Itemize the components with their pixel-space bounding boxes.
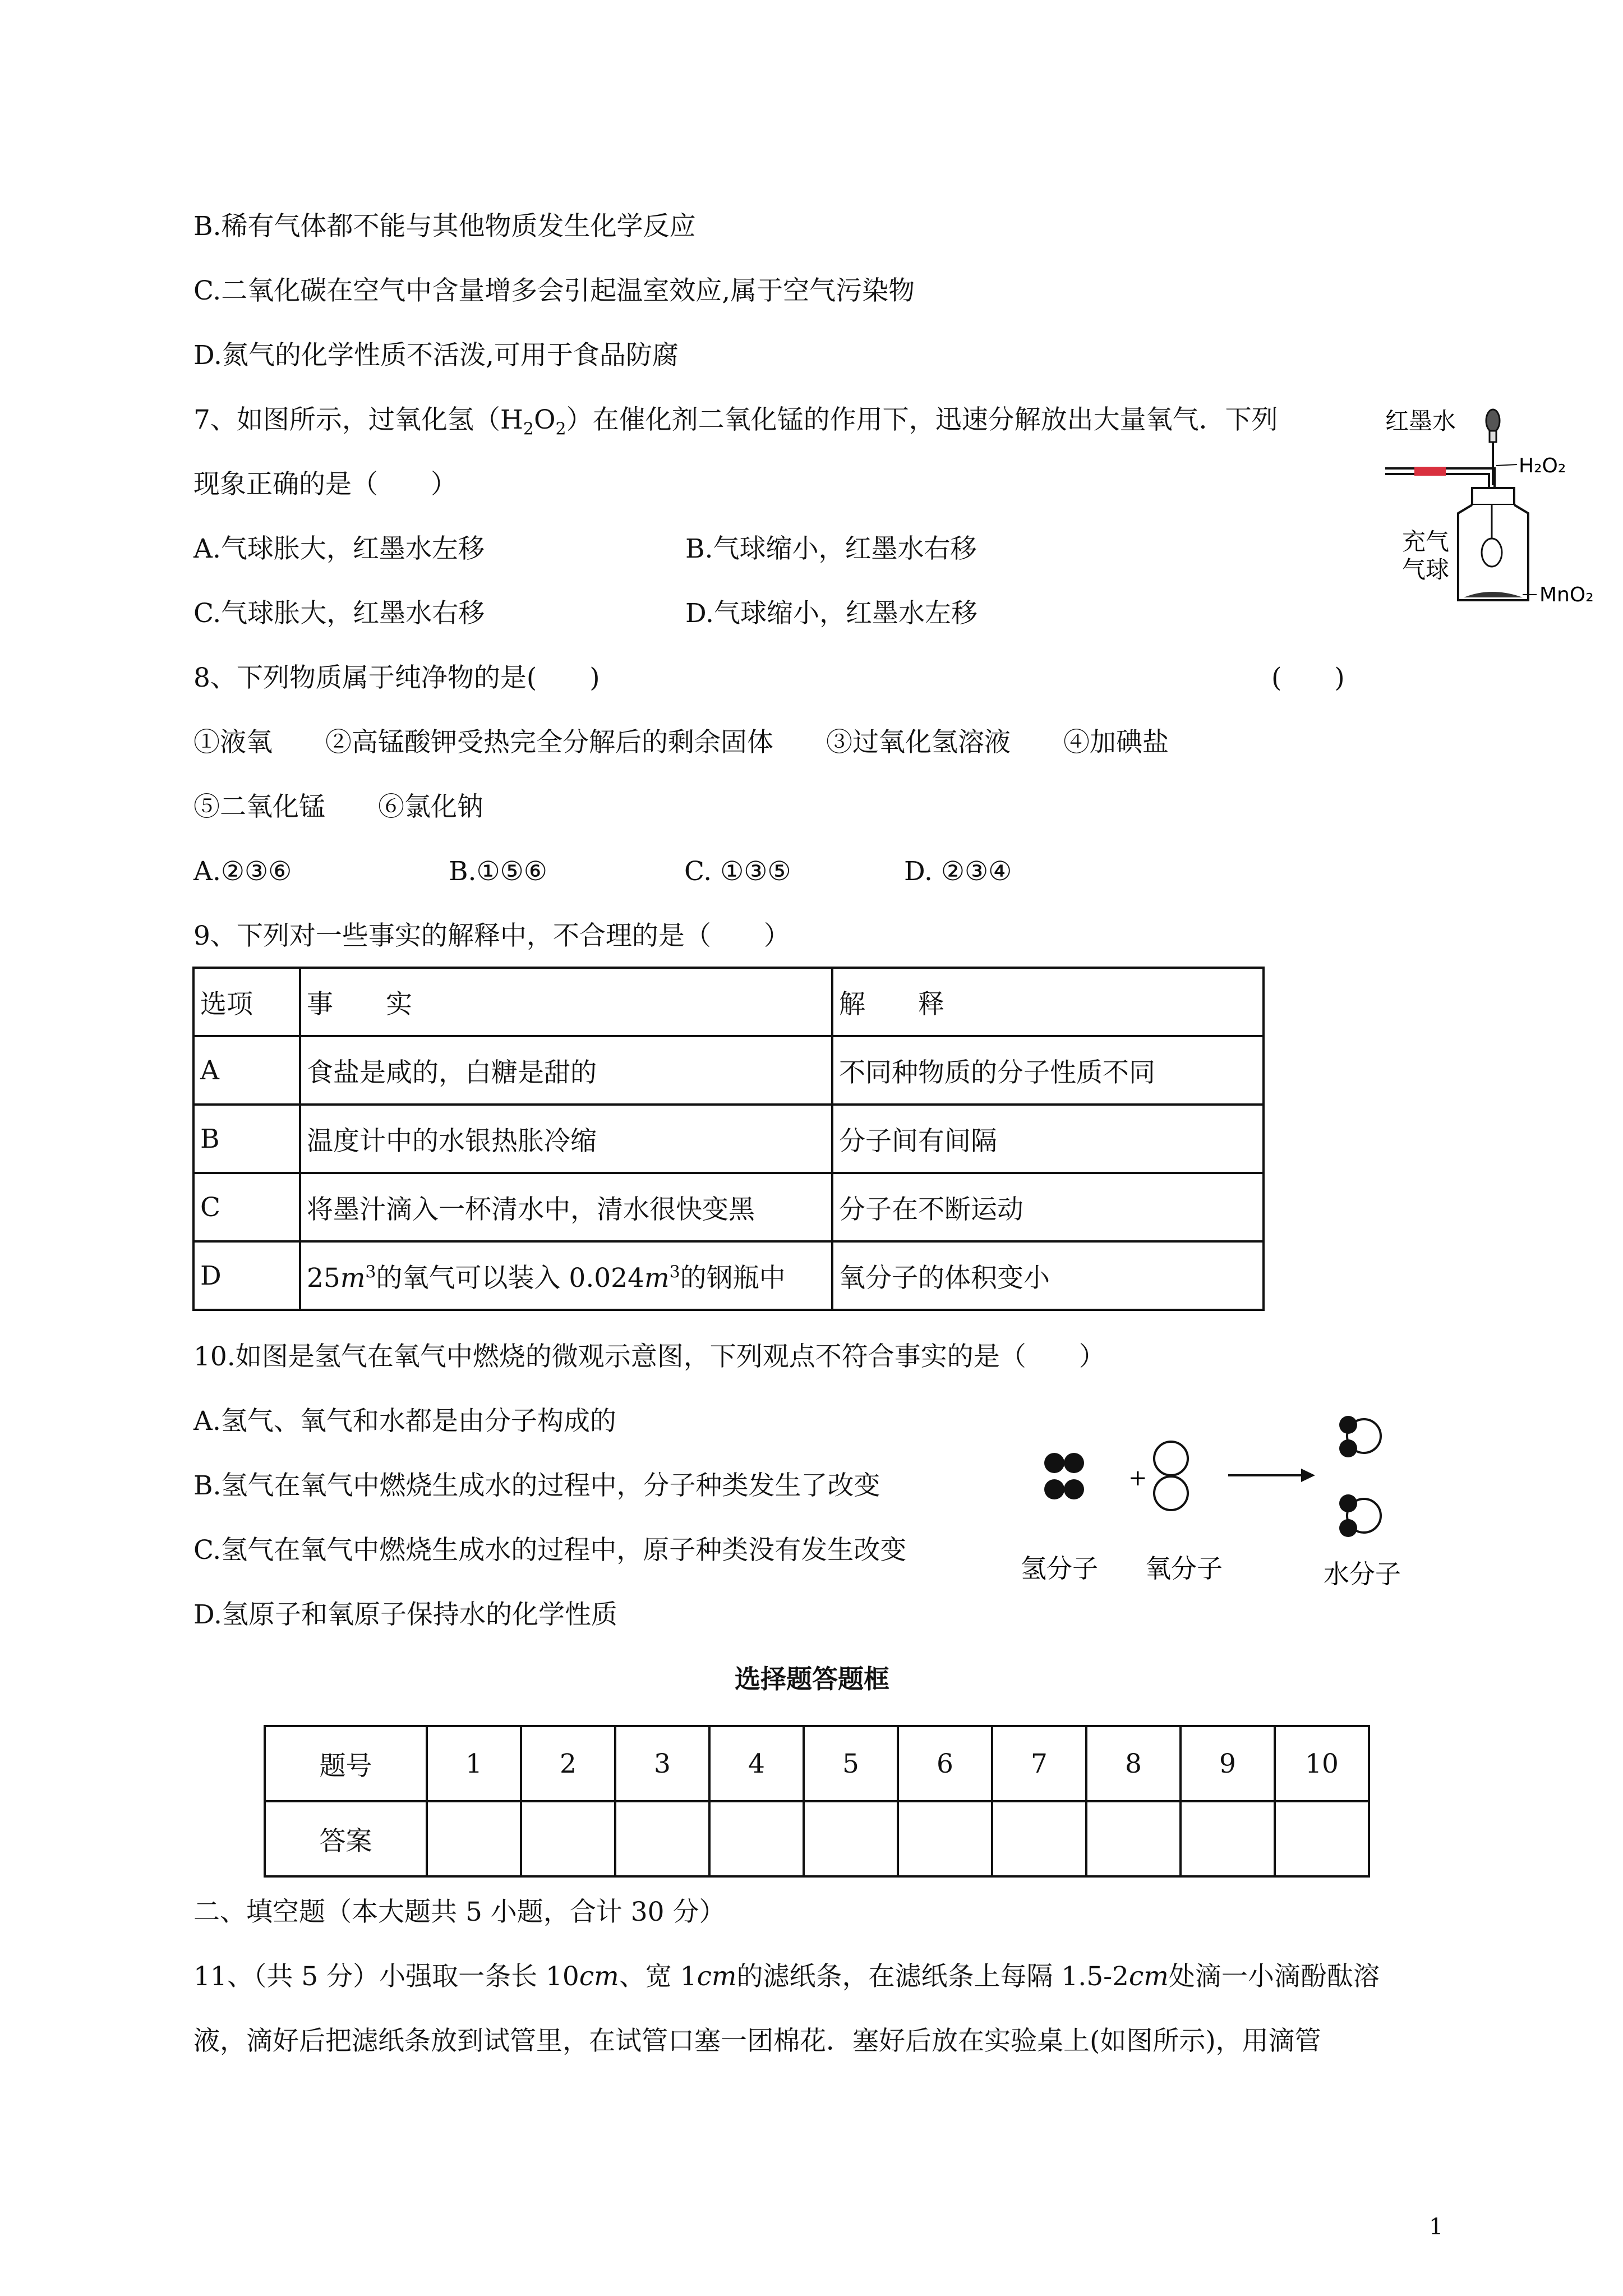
answer-cell[interactable] bbox=[709, 1801, 804, 1876]
q8-items-line1: ①液氧 ②高锰酸钾受热完全分解后的剩余固体 ③过氧化氢溶液 ④加碘盐 bbox=[193, 727, 1169, 758]
label-water-molecule: 水分子 bbox=[1324, 1559, 1401, 1589]
q9-cell: 不同种物质的分子性质不同 bbox=[832, 1036, 1264, 1105]
q8-stem: 8、下列物质属于纯净物的是( ) bbox=[193, 662, 600, 693]
answer-grid-number: 7 bbox=[992, 1726, 1086, 1801]
q9-cell: C bbox=[193, 1173, 300, 1241]
answer-cell[interactable] bbox=[898, 1801, 992, 1876]
label-hydrogen-molecule: 氢分子 bbox=[1021, 1553, 1098, 1584]
q6-option-d: D.氮气的化学性质不活泼,可用于食品防腐 bbox=[193, 340, 679, 371]
q9-cell: 氧分子的体积变小 bbox=[832, 1241, 1264, 1310]
plus-sign: + bbox=[1128, 1465, 1147, 1491]
q10-option-c: C.氢气在氧气中燃烧生成水的过程中，原子种类没有发生改变 bbox=[193, 1535, 907, 1566]
q6-option-b: B.稀有气体都不能与其他物质发生化学反应 bbox=[193, 211, 696, 242]
section2-title: 二、填空题（本大题共 5 小题，合计 30 分） bbox=[193, 1897, 726, 1927]
q9-cell: 分子在不断运动 bbox=[832, 1173, 1264, 1241]
q9-cell: $25m^3$的氧气可以装入 $0.024m^3$的钢瓶中 bbox=[300, 1241, 832, 1310]
answer-grid-answer-label: 答案 bbox=[265, 1801, 427, 1876]
table-row bbox=[193, 1173, 1264, 1241]
q7-label-balloon-1: 充气 bbox=[1402, 528, 1450, 555]
q9-cell: 分子间有间隔 bbox=[832, 1105, 1264, 1173]
q7-option-d: D.气球缩小，红墨水左移 bbox=[685, 598, 978, 629]
q11-line1: 11、（共 5 分）小强取一条长 10cm、宽 1cm的滤纸条，在滤纸条上每隔 1.5-2cm处滴一小滴酚酞溶 bbox=[193, 1961, 1380, 1992]
q7-label-red-ink: 红墨水 bbox=[1385, 407, 1456, 435]
q9-header-fact: 事 实 bbox=[300, 968, 832, 1036]
answer-cell[interactable] bbox=[804, 1801, 898, 1876]
q9-cell: A bbox=[193, 1036, 300, 1105]
q9-cell: D bbox=[193, 1241, 300, 1310]
table-row bbox=[265, 1801, 1369, 1876]
q7-label-balloon-2: 气球 bbox=[1402, 556, 1450, 583]
answer-cell[interactable] bbox=[1275, 1801, 1369, 1876]
answer-cell[interactable] bbox=[1086, 1801, 1181, 1876]
q10-molecule-figure bbox=[1021, 1397, 1447, 1593]
q8-items-line2: ⑤二氧化锰 ⑥氯化钠 bbox=[193, 792, 483, 822]
q10-option-d: D.氢原子和氧原子保持水的化学性质 bbox=[193, 1599, 617, 1630]
answer-grid-number: 9 bbox=[1181, 1726, 1275, 1801]
q7-stem-line2: 现象正确的是（ ） bbox=[193, 469, 457, 500]
oxygen-molecule-icon bbox=[1154, 1442, 1188, 1510]
answer-grid-number: 8 bbox=[1086, 1726, 1181, 1801]
q8-option-d: D. ②③④ bbox=[904, 856, 1012, 887]
answer-grid-number: 3 bbox=[615, 1726, 709, 1801]
q10-option-a: A.氢气、氧气和水都是由分子构成的 bbox=[193, 1406, 616, 1437]
q9-table bbox=[192, 967, 1265, 1311]
q10-stem: 10.如图是氢气在氧气中燃烧的微观示意图，下列观点不符合事实的是（ ） bbox=[193, 1341, 1105, 1372]
water-molecule-icon bbox=[1339, 1494, 1381, 1537]
q9-header-option: 选项 bbox=[193, 968, 300, 1036]
q8-option-a: A.②③⑥ bbox=[193, 856, 292, 887]
q7-option-b: B.气球缩小，红墨水右移 bbox=[685, 533, 977, 564]
q7-option-a: A.气球胀大，红墨水左移 bbox=[193, 533, 485, 564]
q9-cell: B bbox=[193, 1105, 300, 1173]
label-oxygen-molecule: 氧分子 bbox=[1145, 1553, 1223, 1584]
red-ink-droplet bbox=[1414, 467, 1446, 476]
q10-option-b: B.氢气在氧气中燃烧生成水的过程中，分子种类发生了改变 bbox=[193, 1470, 880, 1501]
q9-cell: 食盐是咸的，白糖是甜的 bbox=[300, 1036, 832, 1105]
q7-label-mno2: MnO₂ bbox=[1539, 583, 1594, 606]
answer-cell[interactable] bbox=[992, 1801, 1086, 1876]
q9-cell: 温度计中的水银热胀冷缩 bbox=[300, 1105, 832, 1173]
water-molecule-icon bbox=[1339, 1416, 1381, 1457]
balloon-icon bbox=[1482, 539, 1502, 567]
q7-label-h2o2: H₂O₂ bbox=[1519, 454, 1566, 477]
answer-grid-number-label: 题号 bbox=[265, 1726, 427, 1801]
table-row bbox=[193, 968, 1264, 1036]
q9-header-explanation: 解 释 bbox=[832, 968, 1264, 1036]
answer-grid-number: 5 bbox=[804, 1726, 898, 1801]
q7-option-c: C.气球胀大，红墨水右移 bbox=[193, 598, 485, 629]
table-row bbox=[193, 1241, 1264, 1310]
q7-apparatus-figure bbox=[1380, 404, 1604, 617]
table-row bbox=[193, 1105, 1264, 1173]
answer-cell[interactable] bbox=[1181, 1801, 1275, 1876]
hydrogen-molecule-icon bbox=[1044, 1453, 1084, 1499]
table-row bbox=[265, 1726, 1369, 1801]
answer-grid-number: 10 bbox=[1275, 1726, 1369, 1801]
table-row bbox=[193, 1036, 1264, 1105]
answer-cell[interactable] bbox=[615, 1801, 709, 1876]
q6-option-c: C.二氧化碳在空气中含量增多会引起温室效应,属于空气污染物 bbox=[193, 275, 915, 306]
page-number: 1 bbox=[1429, 2214, 1444, 2240]
q8-option-c: C. ①③⑤ bbox=[684, 856, 791, 887]
q8-answer-bracket: ( ) bbox=[1271, 662, 1345, 693]
answer-grid-number: 2 bbox=[521, 1726, 615, 1801]
q8-option-b: B.①⑤⑥ bbox=[449, 856, 547, 887]
answer-grid bbox=[264, 1725, 1370, 1878]
answer-grid-number: 1 bbox=[427, 1726, 521, 1801]
q11-line2: 液，滴好后把滤纸条放到试管里，在试管口塞一团棉花．塞好后放在实验桌上(如图所示)，用滴管 bbox=[193, 2026, 1321, 2056]
answer-grid-number: 6 bbox=[898, 1726, 992, 1801]
q9-cell: 将墨汁滴入一杯清水中，清水很快变黑 bbox=[300, 1173, 832, 1241]
answer-cell[interactable] bbox=[521, 1801, 615, 1876]
q9-stem: 9、下列对一些事实的解释中，不合理的是（ ） bbox=[193, 921, 790, 951]
q7-stem: 7、如图所示，过氧化氢$(H_2O_2)$在催化剂二氧化锰的作用下，迅速分解放出大量氧气．下列 bbox=[193, 404, 1278, 439]
answer-cell[interactable] bbox=[427, 1801, 521, 1876]
answer-grid-number: 4 bbox=[709, 1726, 804, 1801]
answer-box-title: 选择题答题框 bbox=[735, 1664, 889, 1694]
